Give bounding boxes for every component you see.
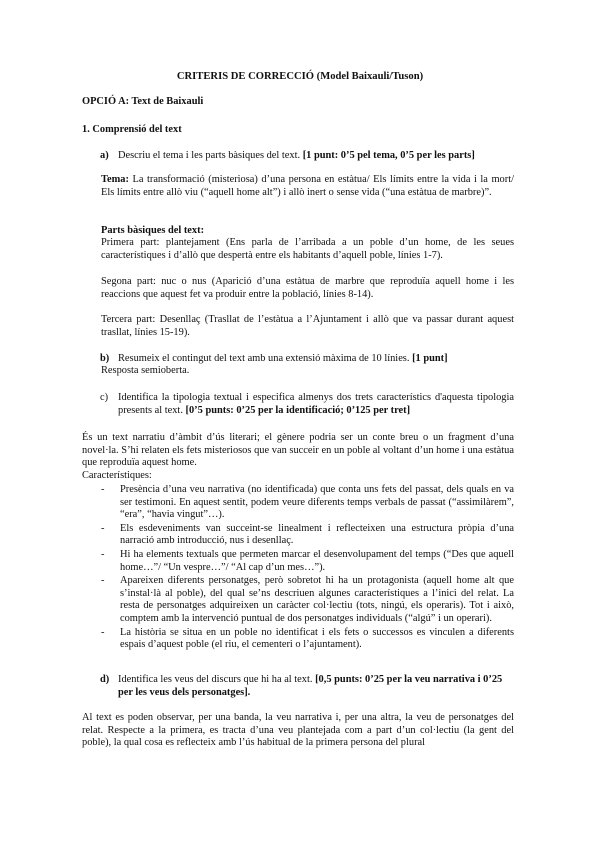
tema-paragraph: [101, 174, 514, 199]
tema-text: La transformació (misteriosa) d’una persona en estàtua/ Els límits entre la vida i la mort/ Els límits entre allò viu (“aquell home alt”) i allò inert o sense vida (“una estàtua de marbre)”.: [101, 174, 514, 198]
question-d-answer: Al text es poden observar, per una banda, la veu narrativa i, per una altra, la veu de personatges del relat. Respecte a la primera, es tracta d’una veu plantejada com a part d’un col·lectiu (la gent del poble), la qual cosa es reflecteix amb l’ús habitual de la primera persona del plural: [82, 712, 514, 749]
list-item: [101, 627, 514, 652]
list-item: [101, 523, 514, 548]
parts-heading: Parts bàsiques del text:: [101, 225, 205, 236]
list-item: [101, 549, 514, 574]
question-c-answer: És un text narratiu d’àmbit d’ús literari; el gènere podria ser un conte breu o un fragment d’una novel·la. S’hi relaten els fets misteriosos que van succeir en un poble al voltant d’un home i una estàtua que reproduïa aquest home.: [82, 432, 514, 469]
tema-label: Tema:: [101, 174, 129, 185]
bullet-marker: -: [101, 548, 105, 560]
question-d-text: [118, 674, 518, 699]
question-a-text: [118, 150, 518, 163]
question-a-points: [1 punt: 0’5 pel tema, 0’5 per les parts]: [302, 150, 475, 161]
question-d-points: [0,5 punts: 0’25 per la veu narrativa i 0’25 per les veus dels personatges].: [118, 674, 503, 698]
part-3: Tercera part: Desenllaç (Trasllat de l’estàtua a l’Ajuntament i allò que va passar durant aquest trasllat, línies 15-19).: [101, 314, 514, 338]
list-item: [101, 575, 514, 625]
question-c-prompt: Identifica la tipologia textual i especifica almenys dos trets característics d'aquesta tipologia presents al text.: [118, 392, 514, 416]
question-a-prompt: Descriu el tema i les parts bàsiques del text.: [118, 150, 301, 161]
question-b-answer: Resposta semioberta.: [101, 365, 190, 376]
question-a-label: a): [100, 150, 109, 161]
question-d-label: d): [100, 674, 110, 685]
question-c-label: c): [100, 392, 109, 403]
bullet-marker: -: [101, 575, 105, 587]
question-b-text: [118, 353, 518, 366]
question-c-text: [118, 392, 514, 417]
option-heading: OPCIÓ A: Text de Baixauli: [82, 96, 204, 107]
part-2: Segona part: nuc o nus (Aparició d’una estàtua de marbre que reproduïa aquell home i les reaccions que aquest fet va produir entre la població, línies 8-14).: [101, 276, 514, 300]
question-c-points: [0’5 punts: 0’25 per la identificació; 0’125 per tret]: [185, 404, 411, 416]
bullet-marker: -: [101, 484, 105, 495]
list-item-text: Els esdeveniments van succeint-se linealment i reflecteixen una estructura pròpia d’una narració amb introducció, nus i desenllaç.: [120, 522, 514, 547]
list-item-text: Hi ha elements textuals que permeten marcar el desenvolupament del temps (“Des que aquell home…”/ “Un vespre…”/ “Al cap d’un mes…”).: [120, 548, 514, 573]
list-item-text: Presència d’una veu narrativa (no identificada) que conta uns fets del passat, dels quals en va ser testimoni. En aquest sentit, podem veure diferents temps verbals de passat (“assimilàrem”, “era”, “havia vingut”…).: [120, 484, 514, 521]
document-title: CRITERIS DE CORRECCIÓ (Model Baixauli/Tuson): [176, 71, 424, 82]
bullet-marker: -: [101, 522, 105, 534]
section-heading: 1. Comprensió del text: [82, 124, 182, 135]
question-b-label: b): [100, 353, 110, 364]
part-1: Primera part: plantejament (Ens parla de l’arribada a un poble d’un home, de les seues característiques i d’allò que despertà entre els habitants d’aquell poble, línies 1-7).: [101, 237, 514, 261]
characteristics-list: [101, 484, 514, 653]
bullet-marker: -: [101, 626, 105, 638]
list-item-text: Apareixen diferents personatges, però sobretot hi ha un protagonista (aquell home alt que s’instal·là al poble), del qual se’ns descriuen algunes característiques a l’inici del relat. La resta de personatges adquireixen un caràcter col·lectiu (tots, ningú, els operaris). Tot i això, comptem amb la intervenció puntual de dos personatges individuals (“algú” i un operari).: [120, 575, 514, 624]
characteristics-label: Característiques:: [82, 470, 152, 481]
question-d-prompt: Identifica les veus del discurs que hi ha al text.: [118, 674, 313, 685]
question-b-points: [1 punt]: [412, 353, 448, 364]
question-b-prompt: Resumeix el contingut del text amb una extensió màxima de 10 línies.: [118, 353, 410, 364]
list-item-text: La història se situa en un poble no identificat i els fets o successos es vinculen a diferents espais d’aquest poble (el riu, el cementeri o l’ajuntament).: [120, 626, 514, 651]
list-item: [101, 484, 514, 522]
